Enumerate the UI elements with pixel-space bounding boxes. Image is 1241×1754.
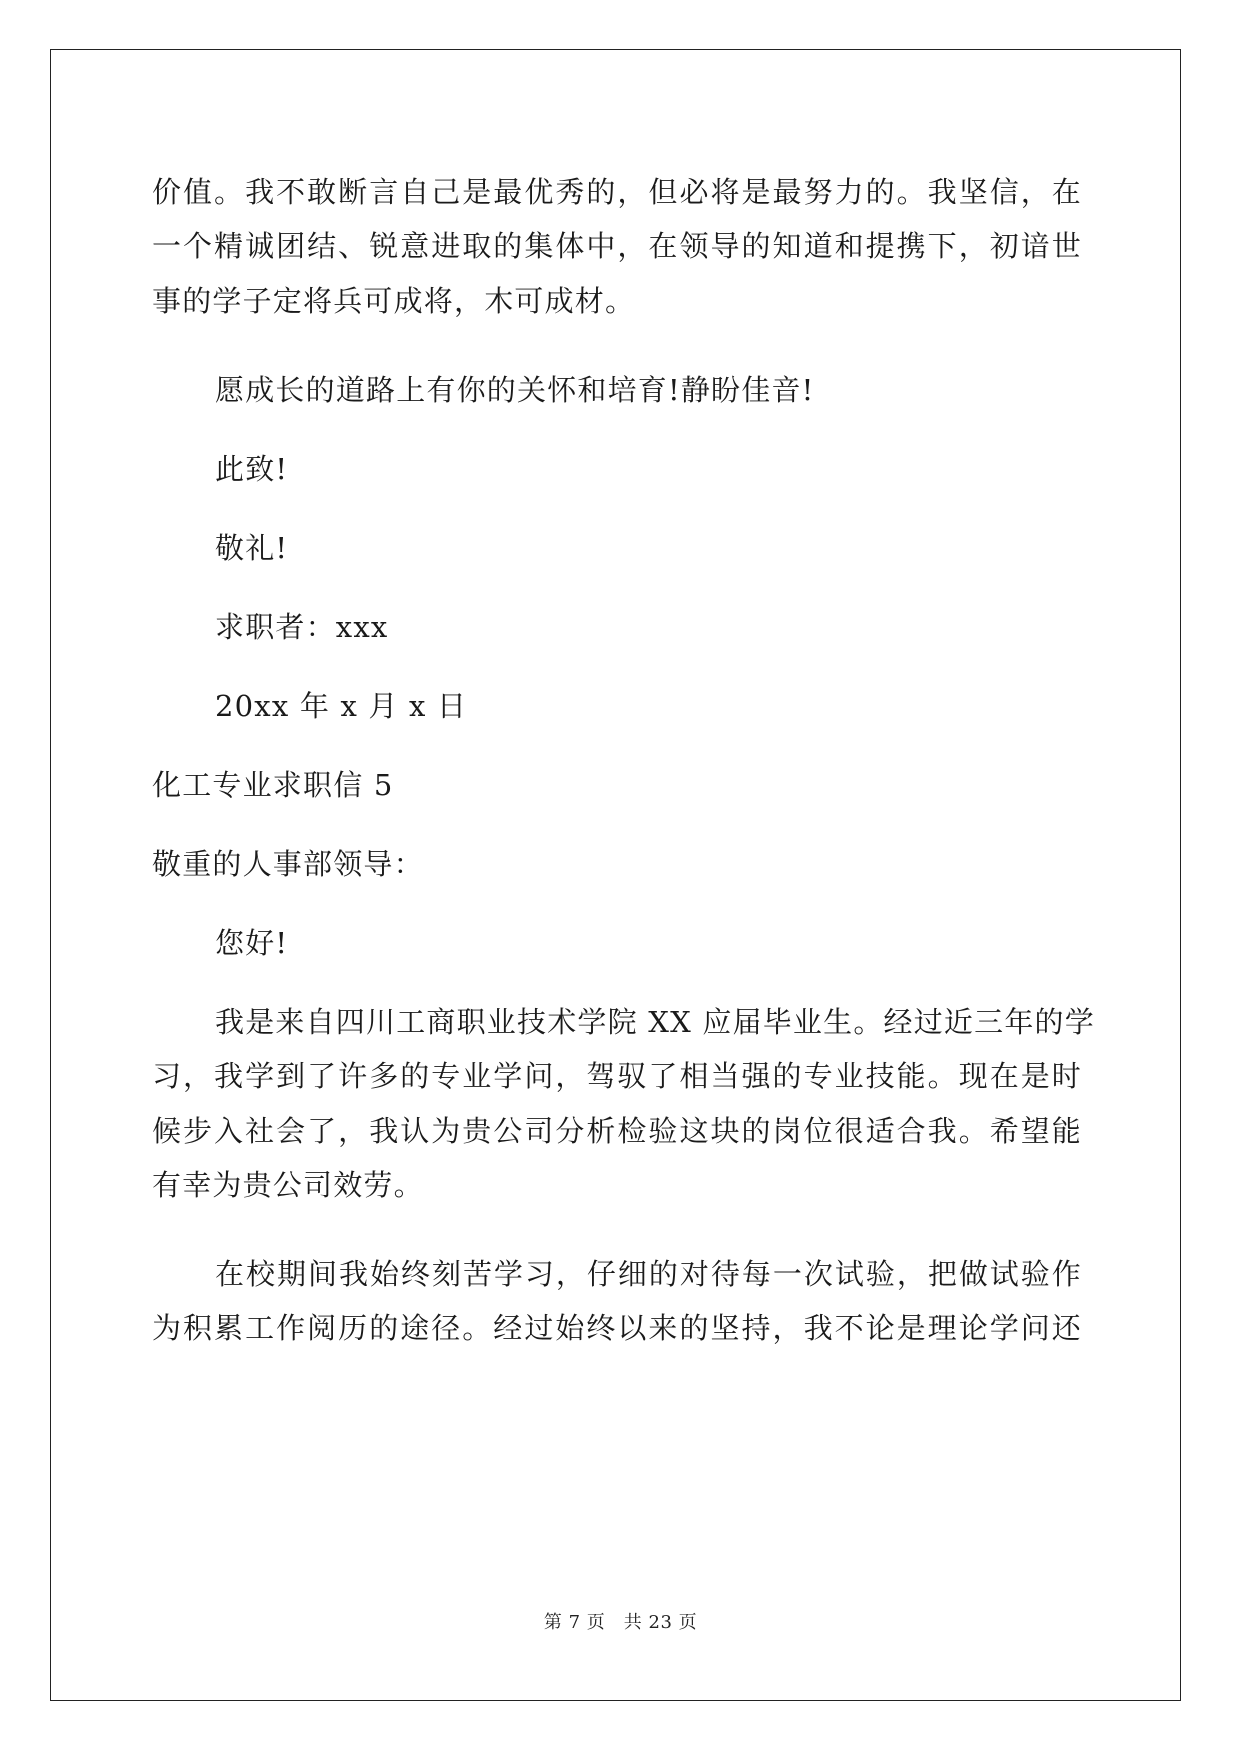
paragraph-line: 愿成长的道路上有你的关怀和培育!静盼佳音! <box>215 373 815 407</box>
date-line: 20xx 年 x 月 x 日 <box>215 689 468 723</box>
paragraph-line: 在校期间我始终刻苦学习，仔细的对待每一次试验，把做试验作 <box>215 1257 1082 1291</box>
paragraph-line: 有幸为贵公司效劳。 <box>152 1168 424 1202</box>
paragraph-line: 价值。我不敢断言自己是最优秀的，但必将是最努力的。我坚信，在 <box>152 175 1082 209</box>
paragraph-line: 一个精诚团结、锐意进取的集体中，在领导的知道和提携下，初谙世 <box>152 229 1082 263</box>
paragraph-line: 事的学子定将兵可成将，木可成材。 <box>152 284 636 318</box>
closing-salutation: 此致! <box>215 452 289 486</box>
signature-line: 求职者：xxx <box>215 610 389 644</box>
paragraph-line: 习，我学到了许多的专业学问，驾驭了相当强的专业技能。现在是时 <box>152 1059 1082 1093</box>
paragraph-line: 候步入社会了，我认为贵公司分析检验这块的岗位很适合我。希望能 <box>152 1114 1082 1148</box>
greeting-hello: 您好! <box>215 926 289 960</box>
paragraph-line: 为积累工作阅历的途径。经过始终以来的坚持，我不论是理论学问还 <box>152 1311 1082 1345</box>
page-number-footer: 第 7 页 共 23 页 <box>543 1612 698 1633</box>
section-heading: 化工专业求职信 5 <box>152 768 394 802</box>
paragraph-line: 我是来自四川工商职业技术学院 XX 应届毕业生。经过近三年的学 <box>215 1005 1095 1039</box>
closing-regards: 敬礼! <box>215 531 289 565</box>
greeting-line: 敬重的人事部领导： <box>152 847 424 881</box>
